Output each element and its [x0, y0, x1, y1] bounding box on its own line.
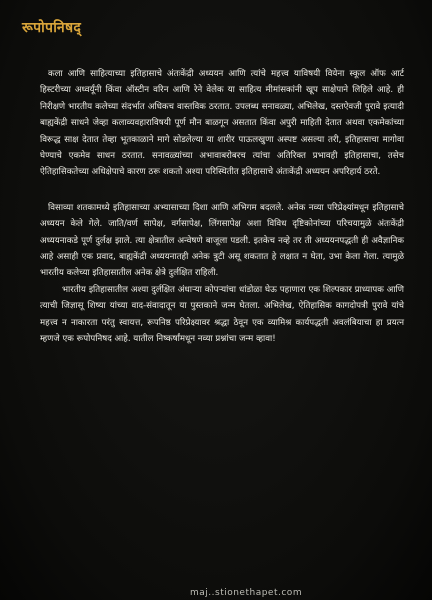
blurb-paragraph-2: विसाव्या शतकामध्ये इतिहासाच्या अभ्यासाच्या दिशा आणि अभिगम बदलले. अनेक नव्या परिप्रेक्ष्यांमधून इतिहासाचे अध्ययन केले गेले. जाति/वर्ण सापेक्ष, वर्गसापेक्ष, लिंगसापेक्ष अशा विविध दृष्टिकोनांच्या परिचयामुळे अंतःकेंद्री अध्ययनाकडे पूर्ण दुर्लक्ष झाले. त्या क्षेत्रातील अन्वेषणे बाजूला पडली. इतकेच नव्हे तर ती अध्ययनपद्धती ही अवैज्ञानिक आहे असाही एक प्रवाद, बाह्यकेंद्री अध्ययनातही अनेक त्रुटी असू शकतात हे लक्षात न घेता, उभा केला गेला. त्यामुळे भारतीय कलेच्या इतिहासातील अनेक क्षेत्रे दुर्लक्षित राहिली.: [40, 202, 404, 279]
blurb-paragraph-3: भारतीय इतिहासातील अश्या दुर्लक्षित अंधाऱ्या कोपऱ्यांचा धांडोळा घेऊ पहाणारा एक शिल्पकार प्राध्यापक आणि त्याची जिज्ञासू शिष्या यांच्या वाद-संवादातून या पुस्तकाने जन्म घेतला. अभिलेख, ऐतिहासिक कागदोपत्री पुरावे यांचे महत्त्व न नाकारता परंतु स्वायत्त, रूपनिष्ठ परिप्रेक्ष्यावर श्रद्धा ठेवून एक व्यामिश्र कार्यपद्धती अवलंबियाचा हा प्रयत्न म्हणजे एक रूपोपनिषद आहे. यातील निष्कर्षांमधून नव्या प्रश्नांचा जन्म व्हावा!: [40, 284, 404, 345]
watermark-text: maj..stionethapet.com: [190, 588, 303, 598]
blurb-text: [40, 66, 404, 348]
book-title-heading: रूपोपनिषद्: [22, 20, 82, 36]
blurb-paragraph-1: कला आणि साहित्याच्या इतिहासाचे अंतःकेंद्री अध्ययन आणि त्यांचे महत्त्व याविषयी वियेना स्कूल ऑफ आर्ट हिस्टरीच्या अध्वर्यूंनी किंवा ऑस्टीन वरिन आणि रेने वेलेक या साहित्य मीमांसकांनी खूप साक्षेपाने लिहिले आहे. ही निरीक्षणे भारतीय कलेच्या संदर्भात अधिकच वास्तविक ठरतात. उपलब्ध सनावळ्या, अभिलेख, दस्तऐवजी पुरावे इत्यादी बाह्यकेंद्री साधने जेव्हा कलाव्यवहाराविषयी पूर्ण मौन बाळगून असतात किंवा अपुरी माहिती देतात अथवा एकमेकांच्या विरूद्ध साक्ष देतात तेव्हा भूतकाळाने मागे सोडलेल्या या शारीर पाऊलखुणा अस्पष्ट असल्या तरी, इतिहासाचा मागोवा घेण्याचे एकमेव साधन ठरतात. सनावळ्यांच्या अभावाबरोबरच त्यांचा अतिरिक्त प्रभावही इतिहासाचा, तसेच ऐतिहासिकतेच्या अधिक्षेपाचे कारण ठरू शकतो अश्या परिस्थितीत इतिहासाचे अंतःकेंद्री अध्ययन अपरिहार्य ठरते.: [40, 69, 404, 178]
